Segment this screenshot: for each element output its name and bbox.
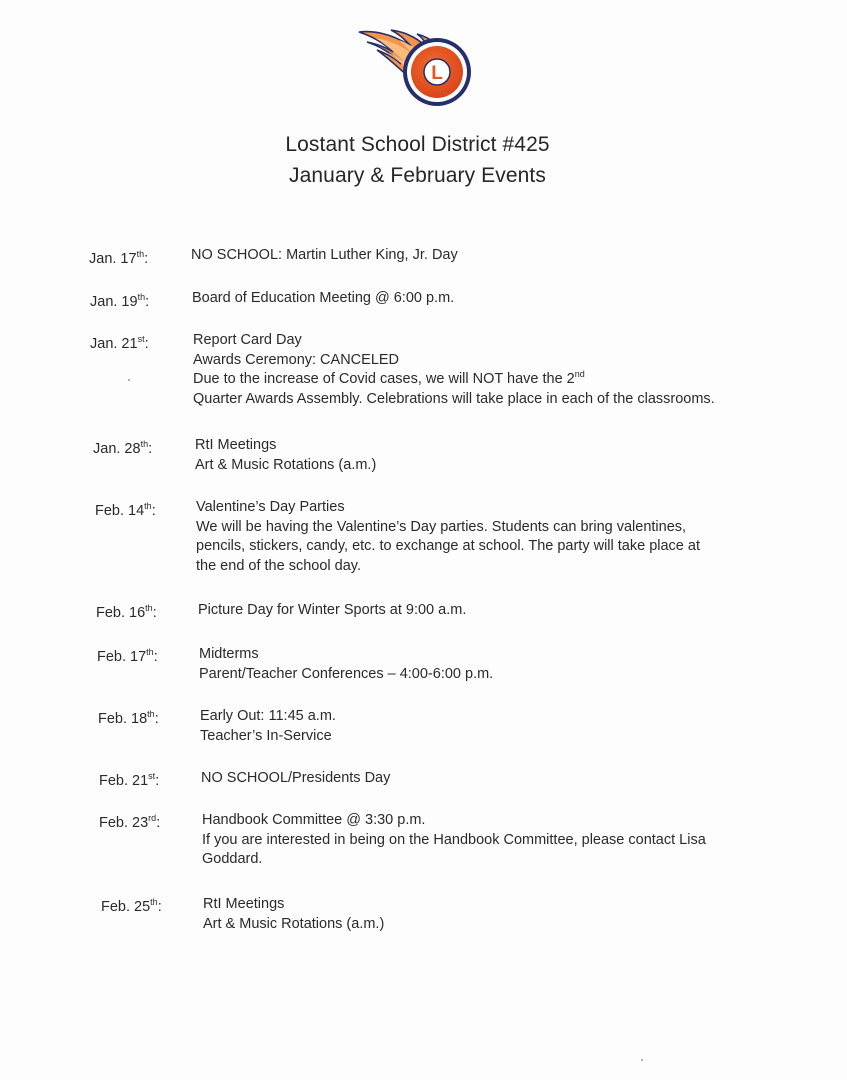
event-line-text: Goddard. [202, 851, 263, 867]
event-line-text: Parent/Teacher Conferences – 4:00-6:00 p.m. [199, 665, 494, 682]
event-date-text: Jan. 17 [89, 251, 137, 267]
event-line [200, 707, 336, 727]
event-date: Jan. 19th: [90, 292, 150, 310]
event-line [200, 727, 336, 747]
event-date-text: Feb. 25 [101, 899, 151, 915]
event-date-text: Feb. 18 [98, 711, 148, 727]
event-line-text: Report Card Day [193, 332, 302, 348]
event-line [191, 246, 458, 266]
event-date-suffix: th [144, 501, 152, 512]
event-line-text: Valentine’s Day Parties [196, 499, 345, 515]
event-date-suffix: th [137, 292, 146, 303]
event-date-suffix: th [150, 897, 158, 908]
event-date-text: Feb. 17 [97, 649, 147, 665]
event-date: Jan. 21st: [90, 334, 149, 352]
scan-speck [128, 379, 130, 381]
event-line [199, 665, 493, 685]
event-line-text: the end of the school day. [196, 557, 361, 574]
event-line-text: We will be having the Valentine’s Day parties. Students can bring valentines, [196, 518, 687, 535]
event-line [203, 895, 384, 915]
event-description [202, 811, 706, 870]
event-date-text: Jan. 28 [93, 441, 141, 457]
event-description [196, 498, 700, 576]
event-line-text: Art & Music Rotations (a.m.) [195, 456, 377, 473]
event-date-suffix: th [136, 249, 145, 260]
event-date-text: Feb. 23 [99, 815, 149, 831]
event-line-text: Board of Education Meeting @ 6:00 p.m. [192, 290, 455, 306]
event-line [199, 645, 493, 665]
event-description [195, 436, 376, 475]
scan-speck [641, 1059, 643, 1061]
event-date-text: Feb. 14 [95, 503, 145, 519]
event-line-text: Picture Day for Winter Sports at 9:00 a.m. [198, 602, 467, 618]
event-line [202, 811, 706, 831]
event-line [193, 390, 715, 410]
school-logo [355, 24, 477, 112]
event-description [203, 895, 384, 934]
event-line-text: If you are interested in being on the Handbook Committee, please contact Lisa [202, 831, 706, 848]
event-date: Feb. 17th: [97, 647, 158, 665]
event-description [191, 246, 458, 266]
event-line-text: RtI Meetings [203, 896, 285, 912]
event-date-suffix: th [146, 647, 154, 658]
ordinal-suffix: nd [574, 369, 585, 380]
event-date-text: Feb. 16 [96, 605, 146, 621]
event-line [195, 436, 376, 456]
event-line-text: Quarter Awards Assembly. Celebrations will take place in each of the classrooms. [193, 390, 715, 407]
event-date-text: Jan. 21 [90, 336, 138, 352]
event-date-suffix: th [140, 439, 149, 450]
event-line [196, 557, 700, 577]
event-line [195, 456, 376, 476]
event-description [199, 645, 493, 684]
event-date-text: Jan. 19 [90, 294, 138, 310]
event-description [200, 707, 336, 746]
event-line [196, 537, 700, 557]
event-line-text: pencils, stickers, candy, etc. to exchange at school. The party will take place at [196, 538, 700, 554]
event-line [192, 289, 454, 309]
event-date: Feb. 25th: [101, 897, 162, 915]
event-date: Feb. 16th: [96, 603, 157, 621]
event-line [201, 769, 390, 789]
event-date-suffix: rd [148, 813, 157, 824]
event-line-text: Teacher’s In-Service [200, 727, 332, 744]
page-title: Lostant School District #425 [285, 133, 550, 156]
event-line [196, 518, 700, 538]
event-line-text: Art & Music Rotations (a.m.) [203, 915, 385, 932]
event-line-text: RtI Meetings [195, 437, 277, 453]
event-line [193, 331, 715, 351]
event-date-text: Feb. 21 [99, 773, 149, 789]
event-date-suffix: th [145, 603, 153, 614]
event-description [193, 331, 715, 409]
event-description [192, 289, 454, 309]
page-subtitle: January & February Events [289, 164, 546, 187]
event-line [196, 498, 700, 518]
event-line-text: NO SCHOOL/Presidents Day [201, 770, 391, 786]
event-date: Feb. 23rd: [99, 813, 161, 831]
event-line-text: Midterms [199, 646, 259, 662]
event-line-text: NO SCHOOL: Martin Luther King, Jr. Day [191, 247, 458, 263]
event-date: Jan. 28th: [93, 439, 153, 457]
event-line [202, 850, 706, 870]
event-date: Jan. 17th: [89, 249, 149, 267]
logo-letter: L [431, 63, 443, 84]
event-description [198, 601, 466, 621]
event-date: Feb. 18th: [98, 709, 159, 727]
event-line-text: Early Out: 11:45 a.m. [200, 708, 336, 724]
event-line [202, 831, 706, 851]
event-line [193, 351, 715, 371]
event-line [193, 370, 715, 390]
event-line-text: Due to the increase of Covid cases, we will NOT have the 2 [193, 371, 575, 387]
event-date: Feb. 14th: [95, 501, 156, 519]
event-line [198, 601, 466, 621]
event-line-text: Awards Ceremony: CANCELED [193, 351, 400, 368]
event-date: Feb. 21st: [99, 771, 160, 789]
event-date-suffix: th [147, 709, 155, 720]
event-date-suffix: st [148, 771, 156, 782]
event-line [203, 915, 384, 935]
event-line-text: Handbook Committee @ 3:30 p.m. [202, 812, 426, 828]
event-date-suffix: st [137, 334, 145, 345]
event-description [201, 769, 390, 789]
